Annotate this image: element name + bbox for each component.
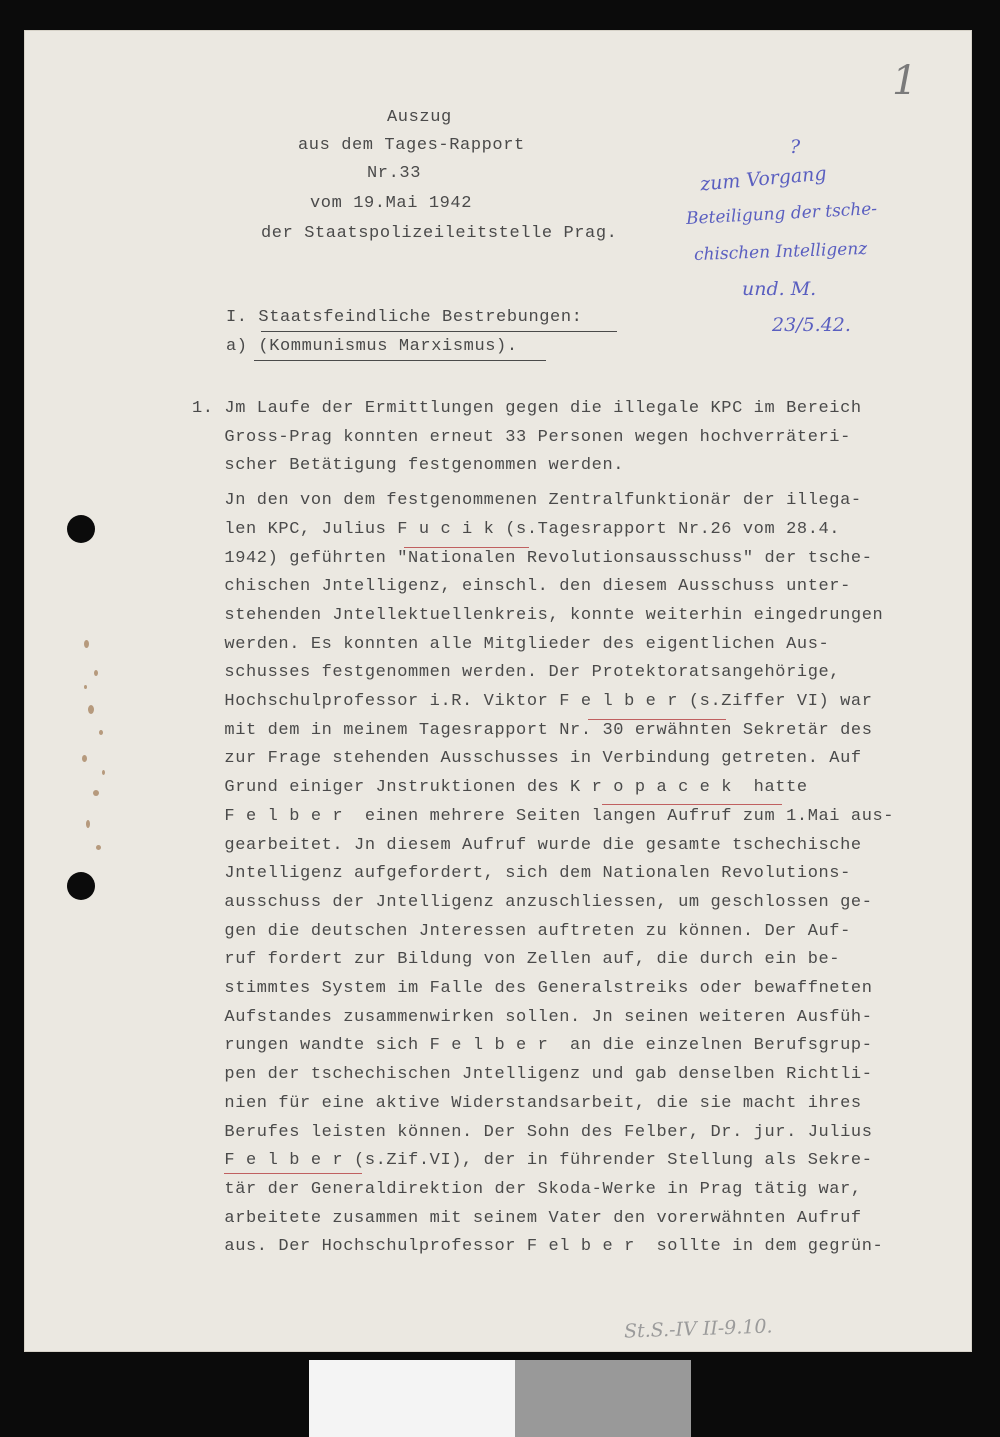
section-subheading-underline bbox=[254, 360, 546, 361]
body-line: zur Frage stehenden Ausschusses in Verbindung getreten. Auf bbox=[192, 749, 862, 769]
color-card-white bbox=[309, 1360, 515, 1437]
document-page bbox=[24, 30, 972, 1352]
marginal-note-line-4: und. M. bbox=[742, 278, 817, 300]
marginal-note-line-3: chischen Intelligenz bbox=[693, 238, 868, 266]
body-line: len KPC, Julius F u c i k (s.Tagesrapport Nr.26 vom 28.4. bbox=[192, 519, 841, 539]
body-line: aus. Der Hochschulprofessor F el b e r sollte in dem gegrün- bbox=[192, 1237, 884, 1257]
footer-pencil-reference: St.S.-IV II-9.10. bbox=[623, 1315, 773, 1343]
body-line: Berufes leisten können. Der Sohn des Felber, Dr. jur. Julius bbox=[192, 1122, 873, 1142]
header-line-1: Auszug bbox=[387, 108, 452, 127]
body-line: 1942) geführten "Nationalen Revolutionsausschuss" der tsche- bbox=[192, 548, 873, 568]
punch-hole-top bbox=[67, 515, 95, 543]
body-line: nien für eine aktive Widerstandsarbeit, die sie macht ihres bbox=[192, 1093, 862, 1113]
section-heading-underline bbox=[261, 331, 617, 332]
body-line: Gross-Prag konnten erneut 33 Personen wegen hochverräteri- bbox=[192, 427, 851, 447]
body-line: werden. Es konnten alle Mitglieder des eigentlichen Aus- bbox=[192, 634, 830, 654]
body-line: gearbeitet. Jn diesem Aufruf wurde die gesamte tschechische bbox=[192, 835, 862, 855]
body-line: arbeitete zusammen mit seinem Vater den vorerwähnten Aufruf bbox=[192, 1208, 862, 1228]
marginal-note-mark: ? bbox=[790, 136, 801, 158]
body-line: tär der Generaldirektion der Skoda-Werke in Prag tätig war, bbox=[192, 1179, 862, 1199]
section-subheading: a) (Kommunismus Marxismus). bbox=[226, 337, 518, 356]
underline-felber-2 bbox=[224, 1173, 362, 1174]
body-line: Hochschulprofessor i.R. Viktor F e l b e r (s.Ziffer VI) war bbox=[192, 692, 873, 711]
body-line: rungen wandte sich F e l b e r an die einzelnen Berufsgrup- bbox=[192, 1036, 873, 1056]
header-line-2: aus dem Tages-Rapport bbox=[298, 136, 525, 155]
body-line: schusses festgenommen werden. Der Protektoratsangehörige, bbox=[192, 663, 841, 683]
body-line: Grund einiger Jnstruktionen des K r o p a c e k hatte bbox=[192, 778, 808, 798]
body-line: scher Betätigung festgenommen werden. bbox=[192, 456, 625, 476]
header-line-3: Nr.33 bbox=[367, 164, 422, 183]
color-card-grey bbox=[515, 1360, 691, 1437]
body-line: pen der tschechischen Jntelligenz und gab denselben Richtli- bbox=[192, 1065, 873, 1085]
body-line: stehenden Jntellektuellenkreis, konnte weiterhin eingedrungen bbox=[192, 605, 884, 625]
body-line: Jntelligenz aufgefordert, sich dem Nationalen Revolutions- bbox=[192, 864, 851, 884]
header-line-4: vom 19.Mai 1942 bbox=[310, 194, 473, 213]
body-line: Jn den von dem festgenommenen Zentralfunktionär der illega- bbox=[192, 491, 862, 511]
body-line: 1. Jm Laufe der Ermittlungen gegen die illegale KPC im Bereich bbox=[192, 399, 862, 418]
underline-fucik bbox=[404, 547, 529, 548]
page-number-mark: 1 bbox=[892, 58, 918, 104]
body-line: ausschuss der Jntelligenz anzuschliessen, um geschlossen ge- bbox=[192, 892, 873, 912]
header-line-5: der Staatspolizeileitstelle Prag. bbox=[261, 224, 618, 243]
body-line: stimmtes System im Falle des Generalstreiks oder bewaffneten bbox=[192, 979, 873, 998]
punch-hole-bottom bbox=[67, 872, 95, 900]
underline-felber-1 bbox=[588, 719, 726, 720]
marginal-note-line-1: zum Vorgang bbox=[699, 162, 828, 196]
body-line: ruf fordert zur Bildung von Zellen auf, die durch ein be- bbox=[192, 950, 841, 970]
marginal-note-line-2: Beteiligung der tsche- bbox=[685, 199, 878, 229]
marginal-note-line-5: 23/5.42. bbox=[772, 314, 851, 336]
body-line: F e l b e r einen mehrere Seiten langen Aufruf zum 1.Mai aus- bbox=[192, 806, 895, 826]
body-line: F e l b e r (s.Zif.VI), der in führender Stellung als Sekre- bbox=[192, 1151, 873, 1171]
section-heading: I. Staatsfeindliche Bestrebungen: bbox=[226, 308, 583, 327]
body-line: chischen Jntelligenz, einschl. den diesem Ausschuss unter- bbox=[192, 577, 851, 597]
body-line: mit dem in meinem Tagesrapport Nr. 30 erwähnten Sekretär des bbox=[192, 720, 873, 740]
underline-kropacek bbox=[602, 804, 782, 805]
body-line: gen die deutschen Jnteressen auftreten zu können. Der Auf- bbox=[192, 921, 851, 941]
body-line: Aufstandes zusammenwirken sollen. Jn seinen weiteren Ausfüh- bbox=[192, 1007, 873, 1027]
